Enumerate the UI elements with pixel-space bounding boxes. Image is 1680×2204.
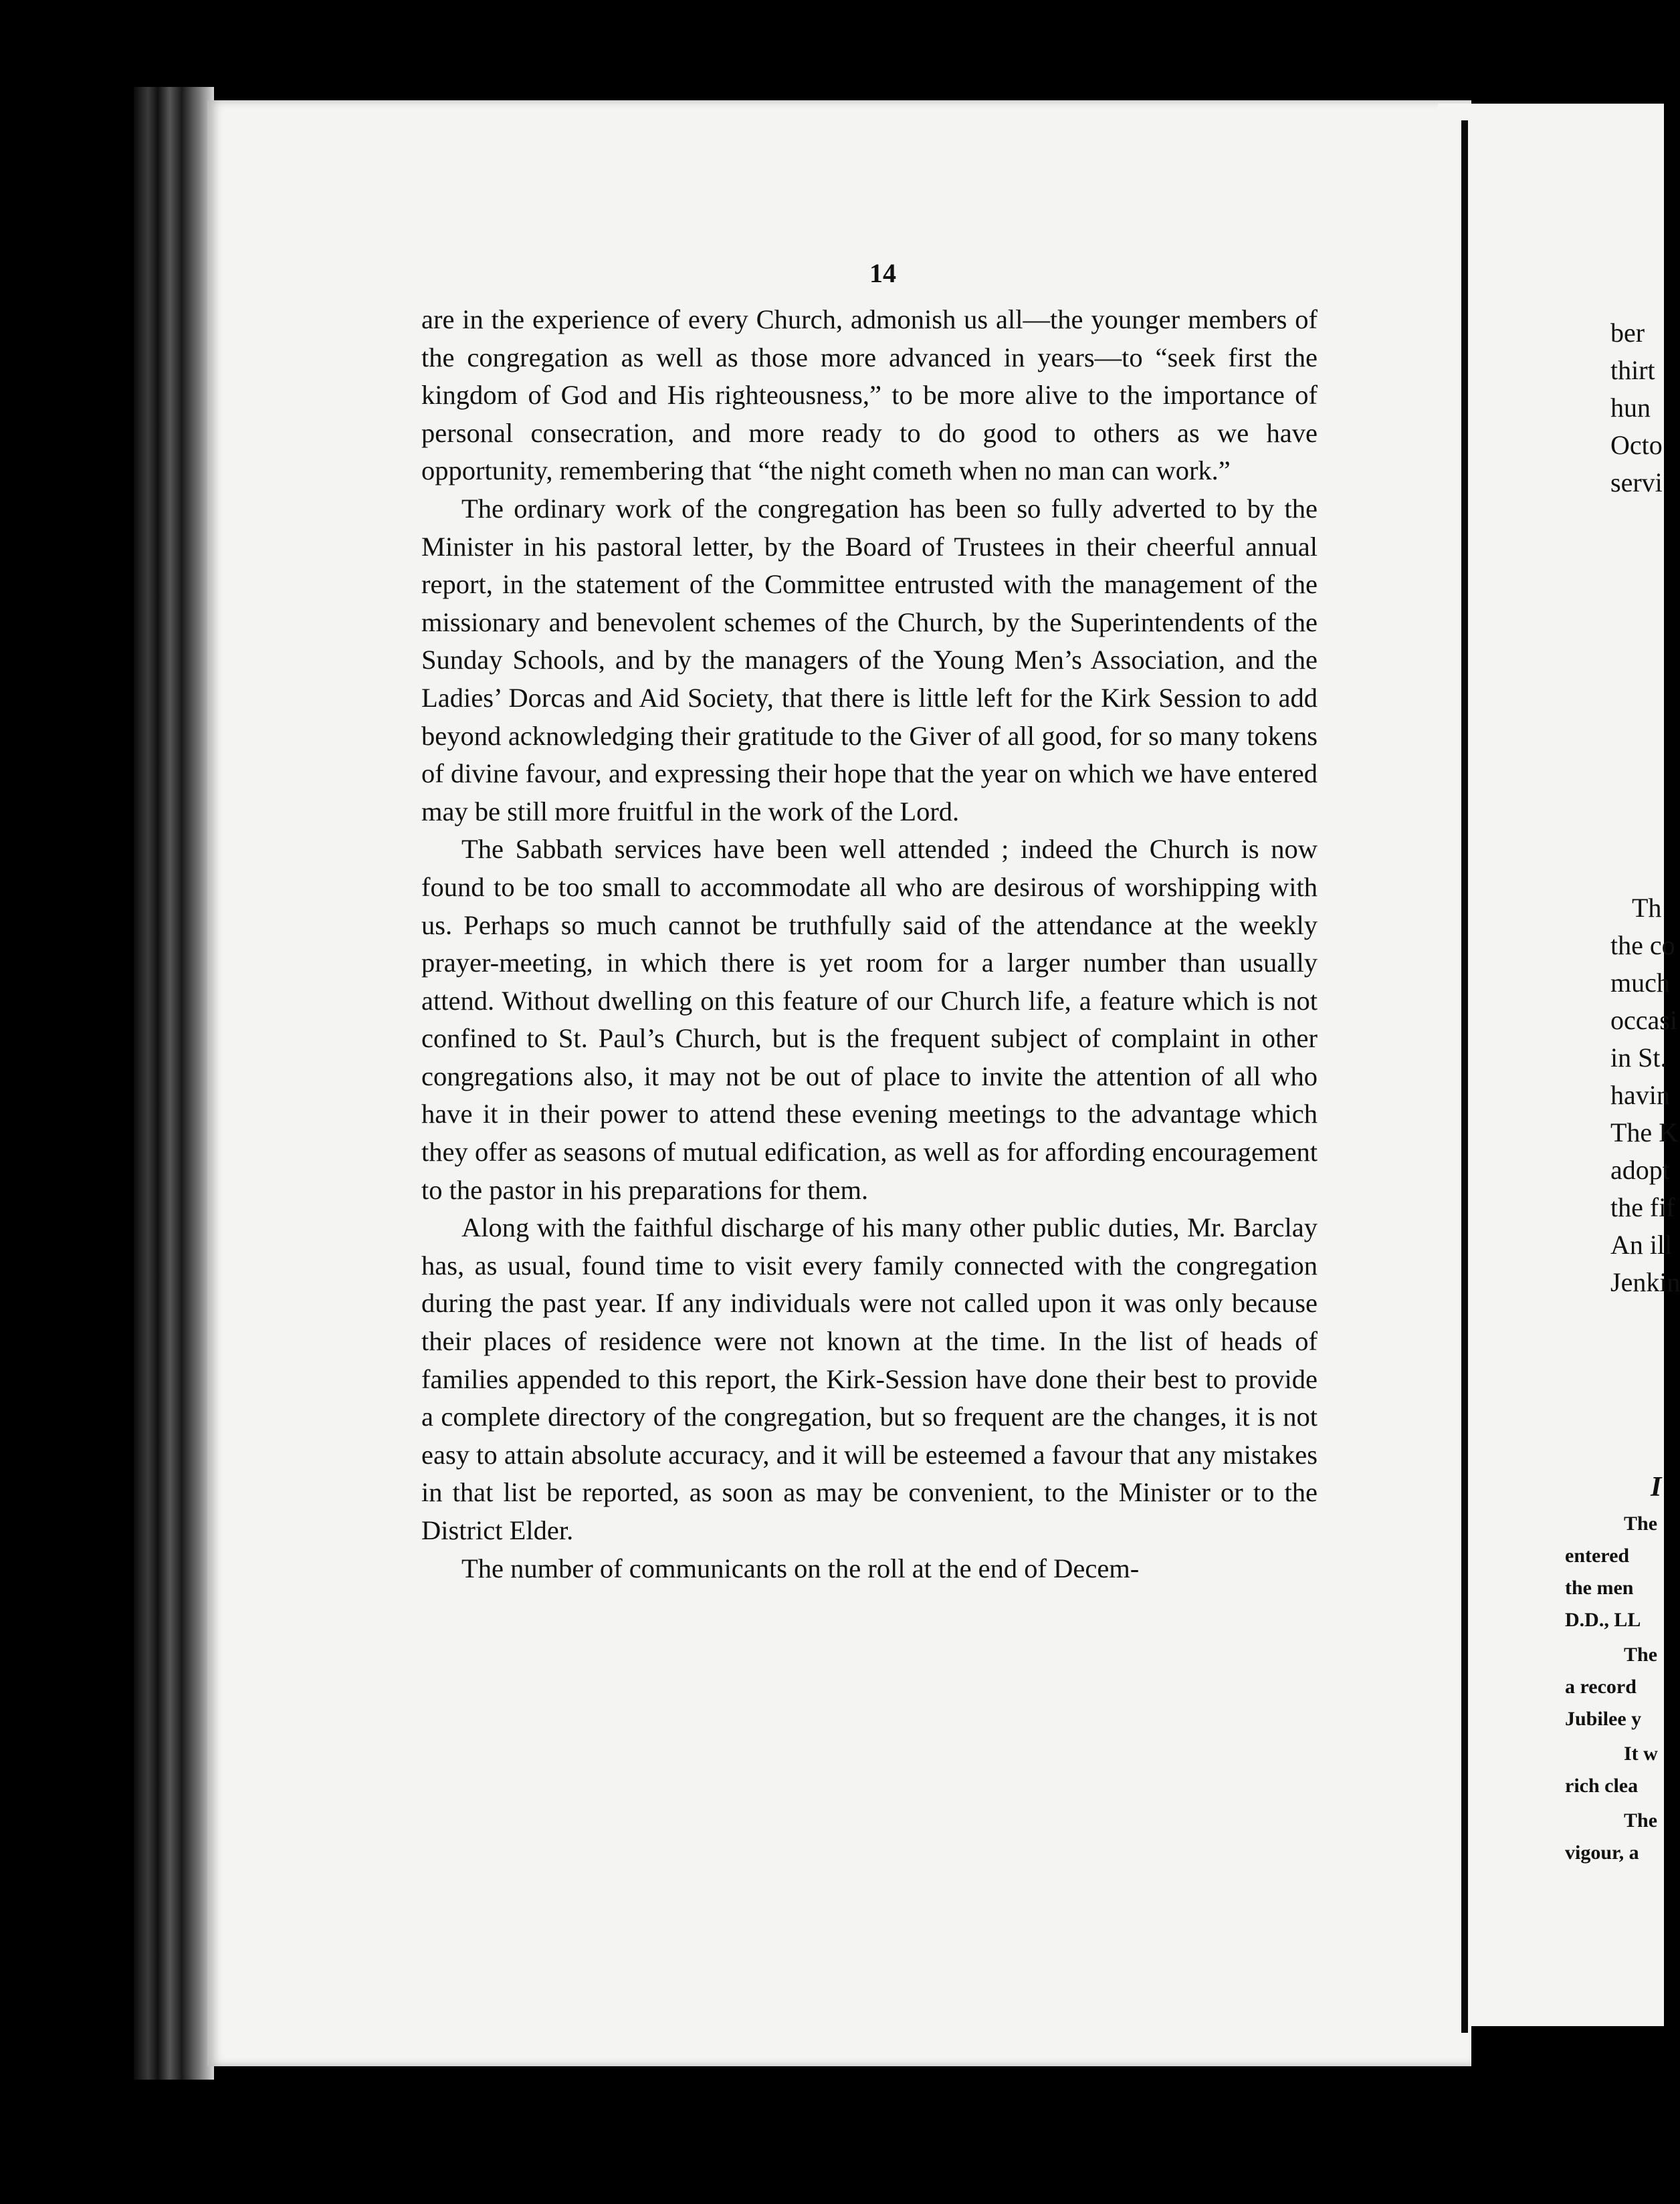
right-line: servi [1610,467,1663,498]
paragraph-3: The Sabbath services have been well attended ; indeed the Church is now found to be too small to accommodate all who are desirous of worshipping with us. Perhaps so much cannot be truthfully said of the attendance at the weekly prayer-meeting, in which there is yet room for a larger number than usually attend. Without dwelling on this feature of our Church life, a feature which is not confined to St. Paul’s Church, but is the frequent subject of complaint in other congregations also, it may not be out of place to invite the attention of all who have it in their power to attend these evening meetings to the advantage which they offer as seasons of mutual edification, as well as for affording encouragement to the pastor in his preparations for them. [421,834,1318,1205]
right-small-line: rich clea [1565,1775,1639,1797]
body-text [421,301,1318,1587]
page-number: 14 [869,258,896,288]
right-small-line: The [1624,1644,1658,1666]
right-line: thirt [1610,355,1655,385]
paragraph-4: Along with the faithful discharge of his many other public duties, Mr. Barclay has, as usual, found time to visit every family connected with the congregation during the past year. If any individuals were not called upon it was only because their places of residence were not known at the time. In the list of heads of families appended to this report, the Kirk-Session have done their best to provide a complete directory of the congregation, but so frequent are the changes, it is not easy to attain absolute accuracy, and it will be esteemed a favour that any mistakes in that list be reported, as soon as may be convenient, to the Minister or to the District Elder. [421,1212,1318,1545]
right-small-line: The [1624,1513,1658,1535]
paragraph-1: are in the experience of every Church, admonish us all—the younger members of the congregation as well as those more advanced in years—to “seek first the kingdom of God and His righteousness,” to be more alive to the importance of personal consecration, and more ready to do good to others as we have opportunity, remembering that “the night cometh when no man can work.” [421,304,1318,486]
page-gutter [1461,120,1468,2033]
right-heading-fragment: I [1651,1472,1662,1503]
right-small-line: D.D., LL [1565,1609,1641,1631]
right-line: An ill [1610,1230,1673,1260]
right-small-line: Jubilee y [1565,1708,1642,1730]
right-small-line: a record [1565,1676,1637,1698]
right-line: the fif [1610,1192,1675,1222]
right-line: occasi [1610,1005,1677,1035]
right-line: The K [1610,1117,1679,1147]
right-line: much [1610,968,1670,998]
right-small-line: vigour, a [1565,1842,1639,1864]
right-line: havin [1610,1080,1670,1110]
right-line: adopt [1610,1155,1670,1185]
book-spine-edge [134,87,214,2080]
right-line: Th [1632,893,1662,923]
paragraph-5: The number of communicants on the roll at the end of Decem- [461,1553,1140,1583]
right-line: hun [1610,393,1651,423]
right-small-line: entered [1565,1545,1630,1567]
right-small-line: It w [1624,1743,1658,1765]
right-small-line: The [1624,1809,1658,1832]
right-line: Jenkin [1610,1267,1680,1297]
right-line: in St. [1610,1042,1667,1073]
right-line: ber [1610,318,1645,348]
right-line: the co [1610,930,1675,960]
right-small-line: the men [1565,1577,1634,1599]
paragraph-2: The ordinary work of the congregation has been so fully adverted to by the Minister in his pastoral letter, by the Board of Trustees in their cheerful annual report, in the statement of the Committee entrusted with the management of the missionary and benevolent schemes of the Church, by the Superintendents of the Sunday Schools, and by the managers of the Young Men’s Association, and the Ladies’ Dorcas and Aid Society, that there is little left for the Kirk Session to add beyond acknowledging their gratitude to the Giver of all good, for so many tokens of divine favour, and expressing their hope that the year on which we have entered may be still more fruitful in the work of the Lord. [421,493,1318,826]
right-line: Octo [1610,430,1663,460]
